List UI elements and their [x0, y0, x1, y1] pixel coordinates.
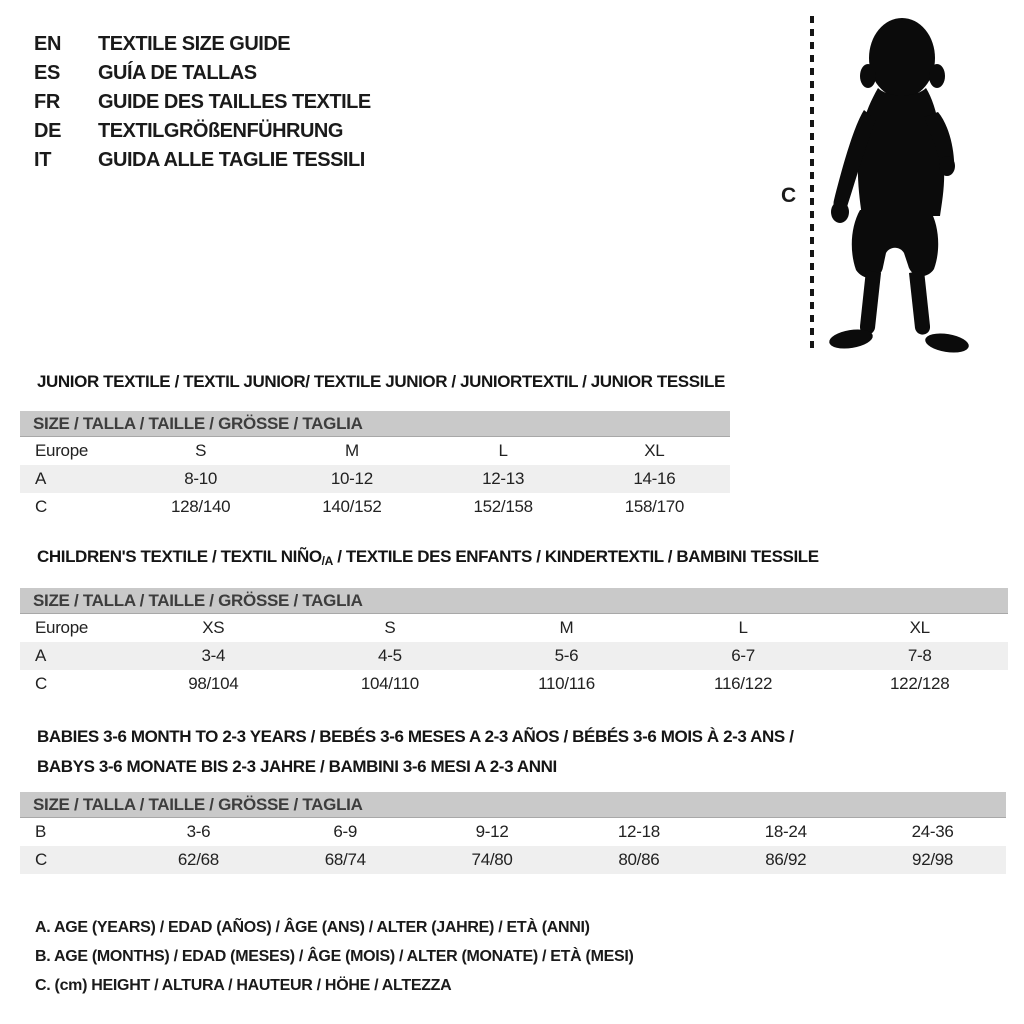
language-title: GUIDA ALLE TAGLIE TESSILI — [98, 149, 365, 171]
language-row-es — [34, 59, 371, 88]
section-heading-babies-line1: BABIES 3-6 MONTH TO 2-3 YEARS / BEBÉS 3-6 MESES A 2-3 AÑOS / BÉBÉS 3-6 MOIS À 2-3 ANS / — [37, 727, 794, 746]
value-cell: 12-18 — [617, 822, 660, 841]
value-cell: 92/98 — [912, 850, 954, 869]
value-cell: 98/104 — [188, 674, 239, 693]
footnote-b: B. AGE (MONTHS) / EDAD (MESES) / ÂGE (MOIS) / ALTER (MONATE) / ETÀ (MESI) — [35, 948, 634, 965]
value-cell: L — [738, 618, 748, 637]
footnotes — [35, 913, 634, 1000]
height-dotted-line — [810, 16, 814, 354]
language-row-de — [34, 117, 371, 146]
table-row-europe — [20, 614, 1008, 642]
value-cell: 140/152 — [322, 497, 382, 516]
value-cell: 3-4 — [201, 646, 226, 665]
value-cell: 122/128 — [890, 674, 950, 693]
row-label-cell: A — [35, 646, 47, 665]
value-cell: 128/140 — [170, 497, 231, 516]
heading-text: / TEXTILE DES ENFANTS / KINDERTEXTIL / BAMBINI TESSILE — [332, 547, 819, 566]
table-row-europe — [20, 437, 730, 465]
value-cell: 158/170 — [624, 497, 685, 516]
value-cell: 8-10 — [184, 469, 218, 488]
section-heading-children — [37, 547, 819, 568]
value-cell: 4-5 — [378, 646, 402, 665]
table-row-height — [20, 493, 730, 521]
table-row-age-months — [20, 818, 1006, 846]
heading-subscript: /A — [321, 554, 333, 568]
value-cell: 18-24 — [764, 822, 807, 841]
row-label-cell: B — [35, 822, 47, 841]
size-header-bar: SIZE / TALLA / TAILLE / GRÖSSE / TAGLIA — [20, 411, 730, 437]
value-cell: 9-12 — [475, 822, 509, 841]
table-row-age — [20, 642, 1008, 670]
value-cell: 5-6 — [554, 646, 579, 665]
footnote-c: C. (cm) HEIGHT / ALTURA / HAUTEUR / HÖHE / ALTEZZA — [35, 977, 452, 994]
value-cell: 12-13 — [482, 469, 525, 488]
value-cell: 6-9 — [333, 822, 358, 841]
value-cell: 110/116 — [538, 674, 595, 693]
junior-size-table — [20, 411, 730, 521]
value-cell: S — [384, 618, 396, 637]
value-cell: 152/158 — [473, 497, 533, 516]
row-label-cell: C — [35, 850, 47, 869]
row-label-cell: Europe — [35, 618, 89, 637]
size-header-bar: SIZE / TALLA / TAILLE / GRÖSSE / TAGLIA — [20, 588, 1008, 614]
language-title: GUÍA DE TALLAS — [98, 62, 257, 84]
footnote-a: A. AGE (YEARS) / EDAD (AÑOS) / ÂGE (ANS) / ALTER (JAHRE) / ETÀ (ANNI) — [35, 919, 590, 936]
table-row-height — [20, 846, 1006, 874]
value-cell: 10-12 — [330, 469, 373, 488]
row-label-cell: Europe — [35, 441, 89, 460]
language-title-list — [34, 30, 371, 175]
value-cell: M — [559, 618, 574, 637]
value-cell: 86/92 — [765, 850, 807, 869]
value-cell: L — [498, 441, 508, 460]
language-code: FR — [34, 91, 61, 113]
value-cell: 14-16 — [633, 469, 676, 488]
value-cell: 104/110 — [360, 674, 419, 693]
row-label-cell: C — [35, 674, 47, 693]
value-cell: 3-6 — [186, 822, 211, 841]
language-row-en — [34, 30, 371, 59]
height-label-c: C — [781, 184, 797, 207]
section-heading-babies-line2: BABYS 3-6 MONATE BIS 2-3 JAHRE / BAMBINI 3-6 MESI A 2-3 ANNI — [37, 757, 557, 776]
value-cell: XL — [909, 618, 930, 637]
value-cell: XS — [202, 618, 225, 637]
language-code: EN — [34, 33, 62, 55]
value-cell: 7-8 — [907, 646, 932, 665]
value-cell: XL — [644, 441, 665, 460]
table-row-age — [20, 465, 730, 493]
language-code: ES — [34, 62, 61, 84]
children-size-table — [20, 588, 1008, 698]
language-title: GUIDE DES TAILLES TEXTILE — [98, 91, 371, 113]
value-cell: 68/74 — [324, 850, 366, 869]
heading-text: CHILDREN'S TEXTILE / TEXTIL NIÑO — [37, 547, 322, 566]
language-code: DE — [34, 120, 62, 142]
language-row-it — [34, 146, 371, 175]
section-heading-junior: JUNIOR TEXTILE / TEXTIL JUNIOR/ TEXTILE JUNIOR / JUNIORTEXTIL / JUNIOR TESSILE — [37, 372, 725, 391]
value-cell: 24-36 — [911, 822, 954, 841]
size-header-bar: SIZE / TALLA / TAILLE / GRÖSSE / TAGLIA — [20, 792, 1006, 818]
value-cell: 74/80 — [471, 850, 513, 869]
babies-size-table — [20, 792, 1006, 874]
language-code: IT — [34, 149, 52, 171]
language-title: TEXTILGRÖßENFÜHRUNG — [98, 120, 343, 142]
value-cell: 6-7 — [731, 646, 755, 665]
row-label-cell: C — [35, 497, 47, 516]
value-cell: S — [195, 441, 207, 460]
row-label-cell: A — [35, 469, 47, 488]
value-cell: 116/122 — [714, 674, 773, 693]
language-row-fr — [34, 88, 371, 117]
table-row-height — [20, 670, 1008, 698]
value-cell: 80/86 — [618, 850, 660, 869]
value-cell: M — [344, 441, 359, 460]
language-title: TEXTILE SIZE GUIDE — [98, 33, 291, 55]
value-cell: 62/68 — [177, 850, 219, 869]
toddler-silhouette-image — [818, 14, 970, 358]
